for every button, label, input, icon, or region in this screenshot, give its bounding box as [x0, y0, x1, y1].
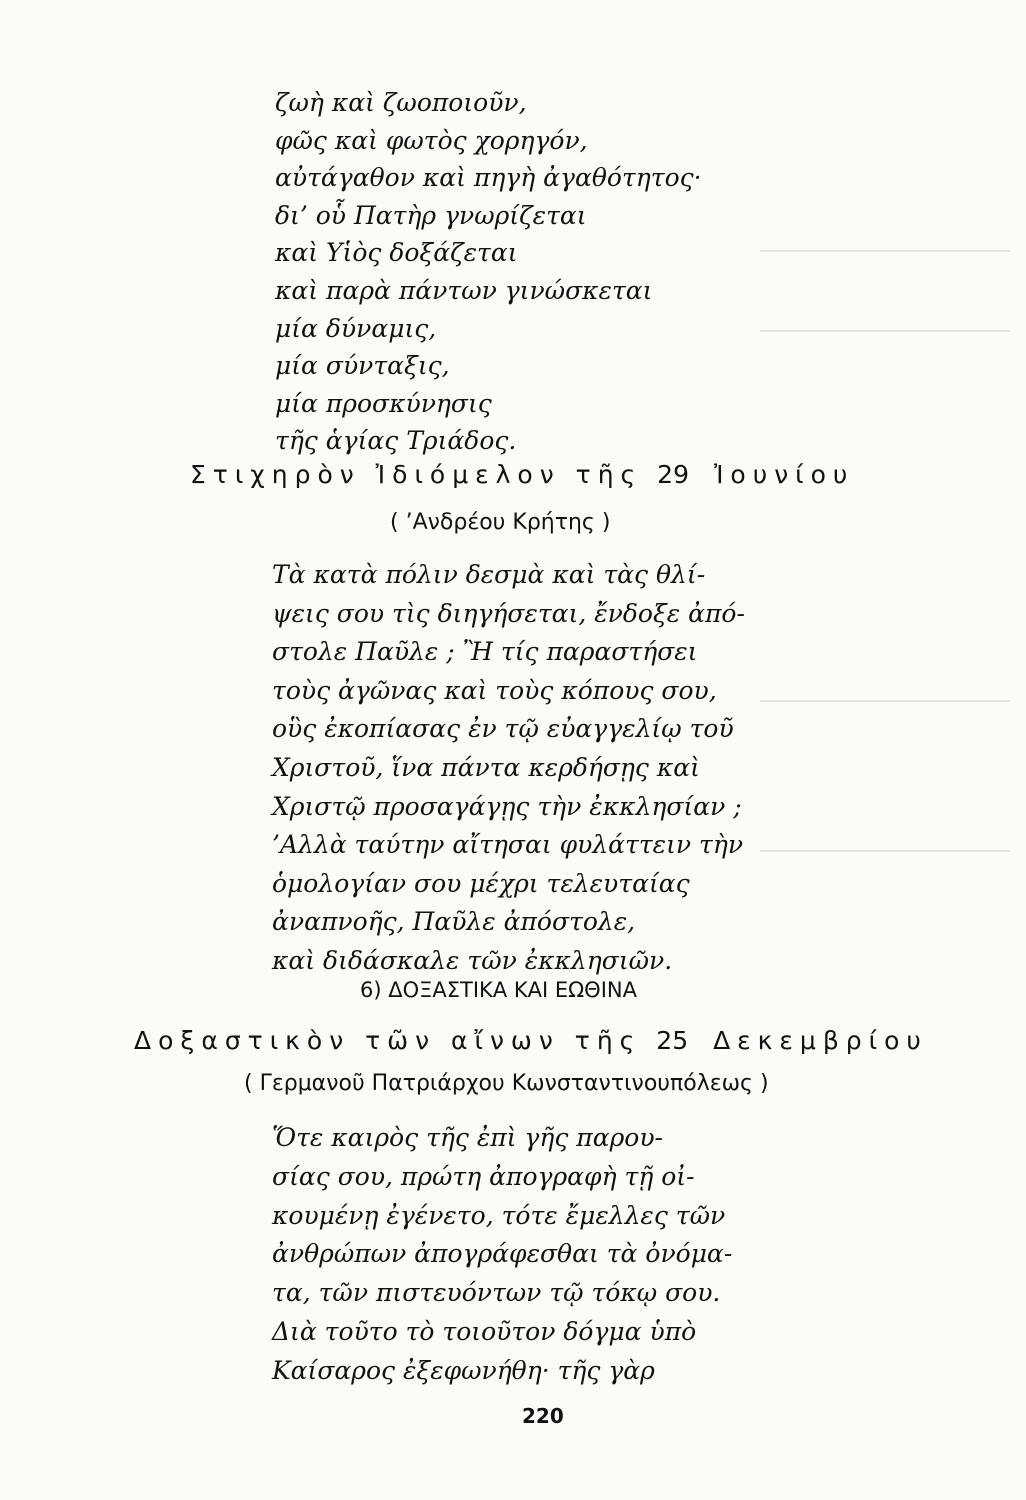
hymn-author: ( ’Ανδρέου Κρήτης ): [390, 510, 611, 535]
bleed-through-mark: [760, 330, 1010, 346]
verse-block: [275, 84, 702, 460]
verse-line: τῆς ἁγίας Τριάδος.: [275, 426, 517, 456]
hymn-line: Χριστῷ προσαγάγῃς τὴν ἐκκλησίαν ;: [272, 791, 742, 821]
hymn-text: [272, 1119, 732, 1391]
hymn-month: Ἰουνίου: [713, 460, 855, 489]
hymn-line: τοὺς ἀγῶνας καὶ τοὺς κόπους σου,: [272, 675, 717, 705]
hymn-line: Ὅτε καιρὸς τῆς ἐπὶ γῆς παρου-: [272, 1123, 663, 1152]
hymn-line: ψεις σου τὶς διηγήσεται, ἔνδοξε ἀπό-: [272, 598, 745, 628]
hymn-heading: [134, 1026, 928, 1055]
hymn-line: Καίσαρος ἐξεφωνήθη· τῆς γὰρ: [272, 1355, 655, 1385]
hymn-date: 29: [657, 460, 689, 489]
verse-line: φῶς καὶ φωτὸς χορηγόν,: [275, 125, 588, 155]
hymn-line: ἀνθρώπων ἀπογράφεσθαι τὰ ὀνόμα-: [272, 1239, 733, 1269]
hymn-line: σίας σου, πρώτη ἀπογραφὴ τῇ οἰ-: [272, 1161, 695, 1191]
hymn-line: κουμένῃ ἐγένετο, τότε ἔμελλες τῶν: [272, 1200, 726, 1230]
hymn-date: 25: [656, 1026, 689, 1055]
verse-line: μία δύναμις,: [275, 313, 437, 343]
section-heading: 6) ΔΟΞΑΣΤΙΚΑ ΚΑΙ ΕΩΘΙΝΑ: [360, 978, 637, 1002]
hymn-line: ἀναπνοῆς, Παῦλε ἀπόστολε,: [272, 907, 636, 937]
hymn-month: Δεκεμβρίου: [713, 1026, 928, 1055]
hymn-line: ’Αλλὰ ταύτην αἴτησαι φυλάττειν τὴν: [272, 830, 744, 860]
hymn-line: τα, τῶν πιστευόντων τῷ τόκῳ σου.: [272, 1278, 721, 1308]
hymn-title: Δοξαστικὸν τῶν αἴνων τῆς: [134, 1026, 642, 1055]
hymn-author: ( Γερμανοῦ Πατριάρχου Κωνσταντινουπόλεως ): [244, 1071, 769, 1096]
hymn-line: Διὰ τοῦτο τὸ τοιοῦτον δόγμα ὑπὸ: [272, 1316, 697, 1346]
bleed-through-mark: [760, 850, 1010, 866]
verse-line: καὶ Υἱὸς δοξάζεται: [275, 238, 518, 268]
hymn-line: στολε Παῦλε ; Ἢ τίς παραστήσει: [272, 637, 698, 667]
hymn-title: Στιχηρὸν Ἰδιόμελον τῆς: [190, 460, 643, 489]
bleed-through-mark: [760, 250, 1010, 266]
hymn-line: ὁμολογίαν σου μέχρι τελευταίας: [272, 868, 690, 898]
hymn-line: καὶ διδάσκαλε τῶν ἐκκλησιῶν.: [272, 945, 673, 975]
hymn-line: Τὰ κατὰ πόλιν δεσμὰ καὶ τὰς θλί-: [272, 560, 706, 589]
hymn-heading: [190, 460, 854, 489]
bleed-through-mark: [760, 700, 1010, 716]
verse-line: ζωὴ καὶ ζωοποιοῦν,: [275, 88, 527, 117]
hymn-line: οὓς ἐκοπίασας ἐν τῷ εὐαγγελίῳ τοῦ: [272, 714, 734, 744]
hymn-line: Χριστοῦ, ἵνα πάντα κερδήσῃς καὶ: [272, 752, 700, 782]
verse-line: δι’ οὗ Πατὴρ γνωρίζεται: [275, 200, 587, 230]
hymn-text: [272, 556, 745, 981]
page-number: 220: [522, 1404, 564, 1428]
verse-line: αὐτάγαθον καὶ πηγὴ ἀγαθότητος·: [275, 163, 702, 193]
verse-line: καὶ παρὰ πάντων γινώσκεται: [275, 275, 653, 305]
verse-line: μία προσκύνησις: [275, 388, 492, 418]
verse-line: μία σύνταξις,: [275, 351, 450, 381]
